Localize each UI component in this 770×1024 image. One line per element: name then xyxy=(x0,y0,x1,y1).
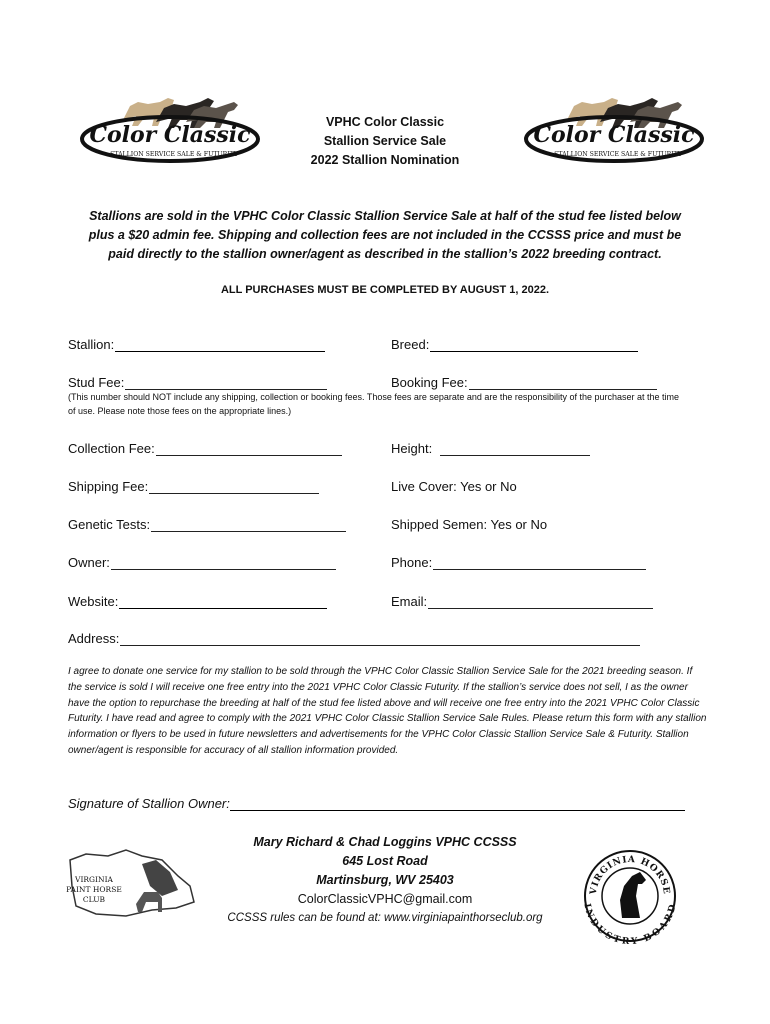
rules-link[interactable]: CCSSS rules can be found at: www.virginiapainthorseclub.org xyxy=(227,912,543,924)
collection-fee-label: Collection Fee: xyxy=(68,441,155,456)
vphc-logo-line2: PAINT HORSE xyxy=(66,885,122,894)
stud-fee-input-line[interactable] xyxy=(125,375,327,390)
genetic-tests-input-line[interactable] xyxy=(151,517,346,532)
contact-names: Mary Richard & Chad Loggins VPHC CCSSS xyxy=(253,835,517,849)
title-line-2: Stallion Service Sale xyxy=(323,134,447,148)
contact-block xyxy=(200,833,570,928)
live-cover-label[interactable]: Live Cover: Yes or No xyxy=(391,479,517,494)
booking-fee-label: Booking Fee: xyxy=(391,375,468,390)
address-input-line[interactable] xyxy=(120,631,640,646)
intro-line-1: Stallions are sold in the VPHC Color Classic Stallion Service Sale at half of the stud fee listed below xyxy=(89,209,681,223)
stallion-input-line[interactable] xyxy=(115,337,325,352)
height-field[interactable] xyxy=(391,438,590,456)
logo-left-subtext: STALLION SERVICE SALE & FUTURITY xyxy=(110,151,238,158)
stallion-label: Stallion: xyxy=(68,337,115,352)
vphc-logo-line1: VIRGINIA xyxy=(75,875,113,884)
breed-input-line[interactable] xyxy=(430,337,638,352)
owner-label: Owner: xyxy=(68,555,110,570)
height-input-line[interactable] xyxy=(440,441,590,456)
shipping-fee-input-line[interactable] xyxy=(149,479,319,494)
booking-fee-field[interactable] xyxy=(391,372,657,390)
intro-line-3: paid directly to the stallion owner/agent as described in the stallion’s 2022 breeding contract. xyxy=(108,247,662,261)
vphc-logo-line3: CLUB xyxy=(82,895,106,904)
intro-paragraph xyxy=(70,207,700,264)
height-label: Height: xyxy=(391,441,433,456)
collection-fee-input-line[interactable] xyxy=(156,441,342,456)
owner-input-line[interactable] xyxy=(111,555,336,570)
intro-line-2: plus a $20 admin fee. Shipping and collection fees are not included in the CCSSS price and must be xyxy=(88,228,682,242)
genetic-tests-field[interactable] xyxy=(68,514,346,532)
live-cover-field[interactable] xyxy=(391,476,517,494)
title-line-1: VPHC Color Classic xyxy=(325,115,445,129)
phone-field[interactable] xyxy=(391,552,646,570)
shipping-fee-field[interactable] xyxy=(68,476,319,494)
shipped-semen-field[interactable] xyxy=(391,514,547,532)
phone-label: Phone: xyxy=(391,555,433,570)
email-input-line[interactable] xyxy=(428,594,653,609)
email-field[interactable] xyxy=(391,591,653,609)
website-label: Website: xyxy=(68,594,119,609)
stud-fee-field[interactable] xyxy=(68,372,327,390)
vhib-logo-top-text: VIRGINIA HORSE xyxy=(588,854,672,896)
signature-field[interactable] xyxy=(68,796,685,811)
genetic-tests-label: Genetic Tests: xyxy=(68,517,151,532)
logo-right-subtext: STALLION SERVICE SALE & FUTURITY xyxy=(554,151,682,158)
website-input-line[interactable] xyxy=(119,594,327,609)
breed-label: Breed: xyxy=(391,337,430,352)
logo-left-text: Color Classic xyxy=(89,122,251,148)
logo-right-text: Color Classic xyxy=(533,122,695,148)
owner-field[interactable] xyxy=(68,552,336,570)
stallion-field[interactable] xyxy=(68,334,325,352)
deadline-notice: ALL PURCHASES MUST BE COMPLETED BY AUGUST 1, 2022. xyxy=(220,284,550,296)
vhib-logo-bottom-text: INDUSTRY BOARD xyxy=(582,902,678,944)
vphc-logo xyxy=(66,846,201,926)
breed-field[interactable] xyxy=(391,334,638,352)
page-title xyxy=(235,113,535,170)
color-classic-logo-right xyxy=(522,92,707,167)
website-field[interactable] xyxy=(68,591,327,609)
shipped-semen-label[interactable]: Shipped Semen: Yes or No xyxy=(391,517,548,532)
shipping-fee-label: Shipping Fee: xyxy=(68,479,149,494)
contact-email[interactable]: ColorClassicVPHC@gmail.com xyxy=(297,892,473,906)
vhib-logo xyxy=(582,848,678,944)
address-label: Address: xyxy=(68,631,120,646)
address-field[interactable] xyxy=(68,628,640,646)
signature-input-line[interactable] xyxy=(230,796,685,811)
collection-fee-field[interactable] xyxy=(68,438,342,456)
signature-label: Signature of Stallion Owner: xyxy=(68,796,230,811)
title-line-3: 2022 Stallion Nomination xyxy=(310,153,460,167)
stud-fee-label: Stud Fee: xyxy=(68,375,125,390)
booking-fee-input-line[interactable] xyxy=(469,375,657,390)
contact-street: 645 Lost Road xyxy=(342,854,428,868)
fee-note: (This number should NOT include any shipping, collection or booking fees. Those fees are separate and are the responsibility of the purchaser at the time of use. Please note those fees on the appropriate lines.) xyxy=(68,392,680,416)
email-label: Email: xyxy=(391,594,428,609)
agreement-paragraph: I agree to donate one service for my stallion to be sold through the VPHC Color Classic Stallion Service Sale for the 2021 breeding season. If the service is sold I will receive one free entry into the 2021 VPHC Color Classic Futurity. If the stallion’s service does not sell, I as the owner have the option to repurchase the breeding at half of the stud fee listed above and will receive one free entry into the 2021 VPHC Color Classic Futurity. I have read and agree to comply with the 2021 VPHC Color Classic Stallion Service Sale Rules. Please return this form with any stallion information or flyers to be used in future newsletters and advertisements for the VPHC Color Classic Stallion Service Sale & Futurity. Stallion owner/agent is responsible for accuracy of all stallion information provided. xyxy=(68,666,707,756)
contact-city: Martinsburg, WV 25403 xyxy=(316,873,454,887)
phone-input-line[interactable] xyxy=(433,555,646,570)
